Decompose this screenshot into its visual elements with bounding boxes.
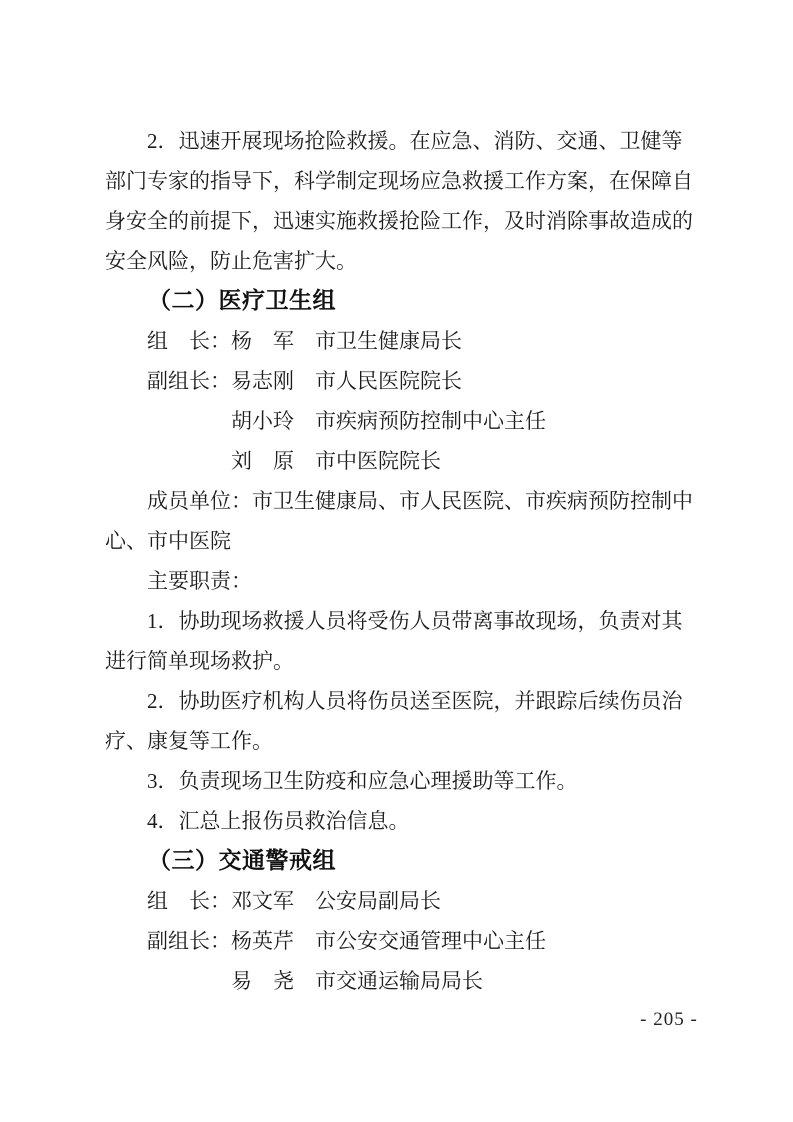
text-line: 1．协助现场救援人员将受伤人员带离事故现场，负责对其 (147, 609, 683, 633)
text-line: 组 长：杨 军 市卫生健康局长 (147, 329, 462, 353)
text-line: 进行简单现场救护。 (105, 649, 294, 673)
text-line: 部门专家的指导下，科学制定现场应急救援工作方案，在保障自 (105, 169, 693, 193)
text-line: 易 尧 市交通运输局局长 (231, 969, 483, 993)
text-line: 疗、康复等工作。 (105, 729, 273, 753)
text-line: 3．负责现场卫生防疫和应急心理援助等工作。 (147, 769, 578, 793)
text-line: 心、市中医院 (105, 529, 231, 553)
text-line: 2．协助医疗机构人员将伤员送至医院，并跟踪后续伤员治 (147, 689, 683, 713)
text-line: 2．迅速开展现场抢险救援。在应急、消防、交通、卫健等 (147, 129, 683, 153)
section-heading: （二）医疗卫生组 (148, 288, 336, 313)
text-line: 副组长：杨英芹 市公安交通管理中心主任 (147, 929, 546, 953)
section-heading: （三）交通警戒组 (148, 848, 336, 873)
text-line: 安全风险，防止危害扩大。 (105, 249, 357, 273)
text-line: 刘 原 市中医院院长 (231, 449, 441, 473)
text-line: 4．汇总上报伤员救治信息。 (147, 809, 410, 833)
text-line: 组 长：邓文军 公安局副局长 (147, 889, 441, 913)
text-line: 主要职责： (147, 569, 252, 593)
document-body (105, 121, 745, 1001)
text-line: 副组长：易志刚 市人民医院院长 (147, 369, 462, 393)
page-number: - 205 - (640, 1009, 698, 1030)
text-line: 胡小玲 市疾病预防控制中心主任 (231, 409, 546, 433)
text-line: 身安全的前提下，迅速实施救援抢险工作，及时消除事故造成的 (105, 209, 693, 233)
text-line: 成员单位：市卫生健康局、市人民医院、市疾病预防控制中 (147, 489, 693, 513)
